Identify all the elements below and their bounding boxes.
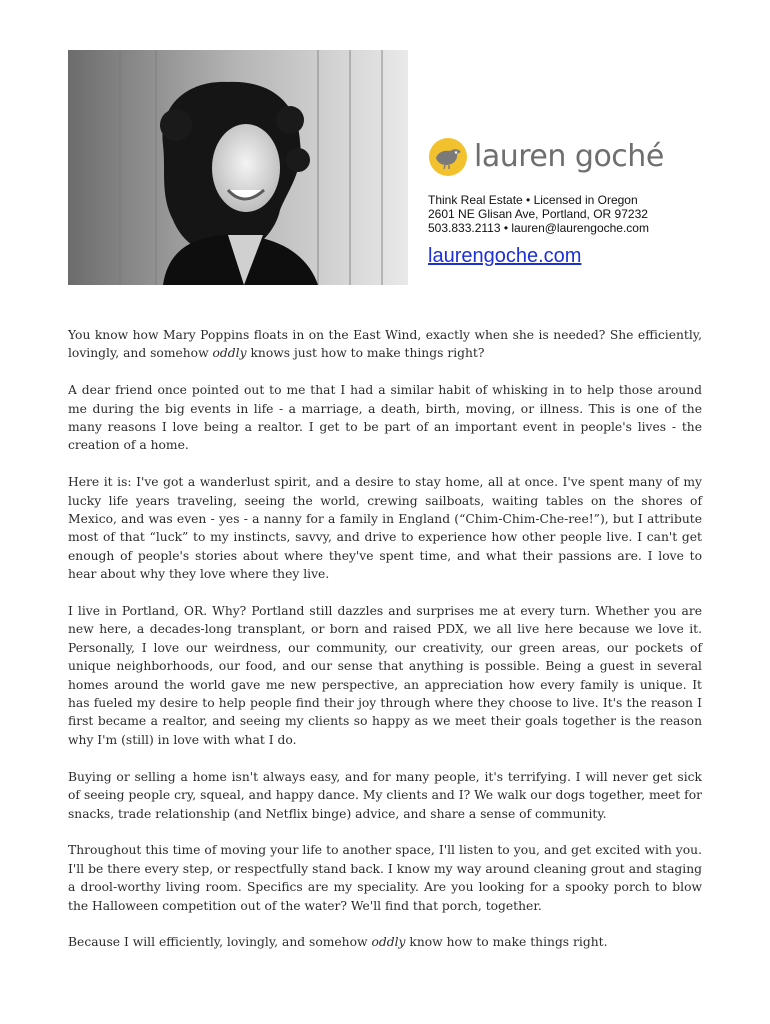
paragraph-1 <box>68 326 702 363</box>
portrait-photo-graphic <box>68 50 408 285</box>
contact-line-address: 2601 NE Glisan Ave, Portland, OR 97232 <box>428 207 648 221</box>
paragraph-3: Here it is: I've got a wanderlust spirit, and a desire to stay home, all at once. I've spent many of my lucky life years traveling, seeing the world, crewing sailboats, waiting tables on the shores of Mexico, and was even - yes - a nanny for a family in England (“Chim-Chim-Che-ree!”), but I attribute most of that “luck” to my instincts, savvy, and drive to experience how other people live. I can't get enough of people's stories about where they've spent time, and what their passions are. I love to hear about why they love where they live. <box>68 475 702 582</box>
paragraph-7-text: Because I will efficiently, lovingly, and somehow <box>68 935 372 950</box>
paragraph-2: A dear friend once pointed out to me that I had a similar habit of whisking in to help those around me during the big events in life - a marriage, a death, birth, moving, or illness. This is one of the many reasons I love being a realtor. I get to be part of an important event in people's lives - the creation of a home. <box>68 383 702 453</box>
paragraph-1-text: You know how Mary Poppins floats in on the East Wind, exactly when she is needed? She efficiently, lovingly, and somehow <box>68 328 702 361</box>
contact-line-phone-email: 503.833.2113 • lauren@laurengoche.com <box>428 221 649 235</box>
paragraph-6: Throughout this time of moving your life to another space, I'll listen to you, and get excited with you. I'll be there every step, or respectfully stand back. I know my way around cleaning grout and staging a drool-worthy living room. Specifics are my speciality. Are you looking for a spooky porch to blow the Halloween competition out of the water? We'll find that porch, together. <box>68 843 702 913</box>
contact-info <box>428 193 748 235</box>
bird-logo-icon <box>428 137 468 177</box>
paragraph-7-emphasis: oddly <box>371 935 406 950</box>
paragraph-1-emphasis: oddly <box>212 346 247 361</box>
contact-line-company: Think Real Estate • Licensed in Oregon <box>428 193 638 207</box>
website-link[interactable]: laurengoche.com <box>428 245 582 267</box>
paragraph-4: I live in Portland, OR. Why? Portland still dazzles and surprises me at every turn. Whether you are new here, a decades-long transplant, or born and raised PDX, we all live here because we love it. Personally, I love our weirdness, our community, our creativity, our green areas, our pockets of unique neighborhoods, our food, and our sense that anything is possible. Being a guest in several homes around the world gave me new perspective, an appreciation how every family is unique. It has fueled my desire to help people find their joy through where they choose to live. It's the reason I first became a realtor, and seeing my clients so happy as we meet their goals together is the reason why I'm (still) in love with what I do. <box>68 604 702 747</box>
brand-logo <box>428 135 748 179</box>
paragraph-5: Buying or selling a home isn't always easy, and for many people, it's terrifying. I will never get sick of seeing people cry, squeal, and happy dance. My clients and I? We walk our dogs together, meet for snacks, trade relationship (and Netflix binge) advice, and share a sense of community. <box>68 769 702 821</box>
bio-text <box>68 326 702 970</box>
paragraph-1-text-end: knows just how to make things right? <box>246 346 485 361</box>
brand-name: lauren goché <box>474 139 664 174</box>
brand-block <box>428 135 748 268</box>
portrait-photo <box>68 50 408 285</box>
paragraph-7-text-end: know how to make things right. <box>405 935 608 950</box>
paragraph-7 <box>68 933 702 951</box>
